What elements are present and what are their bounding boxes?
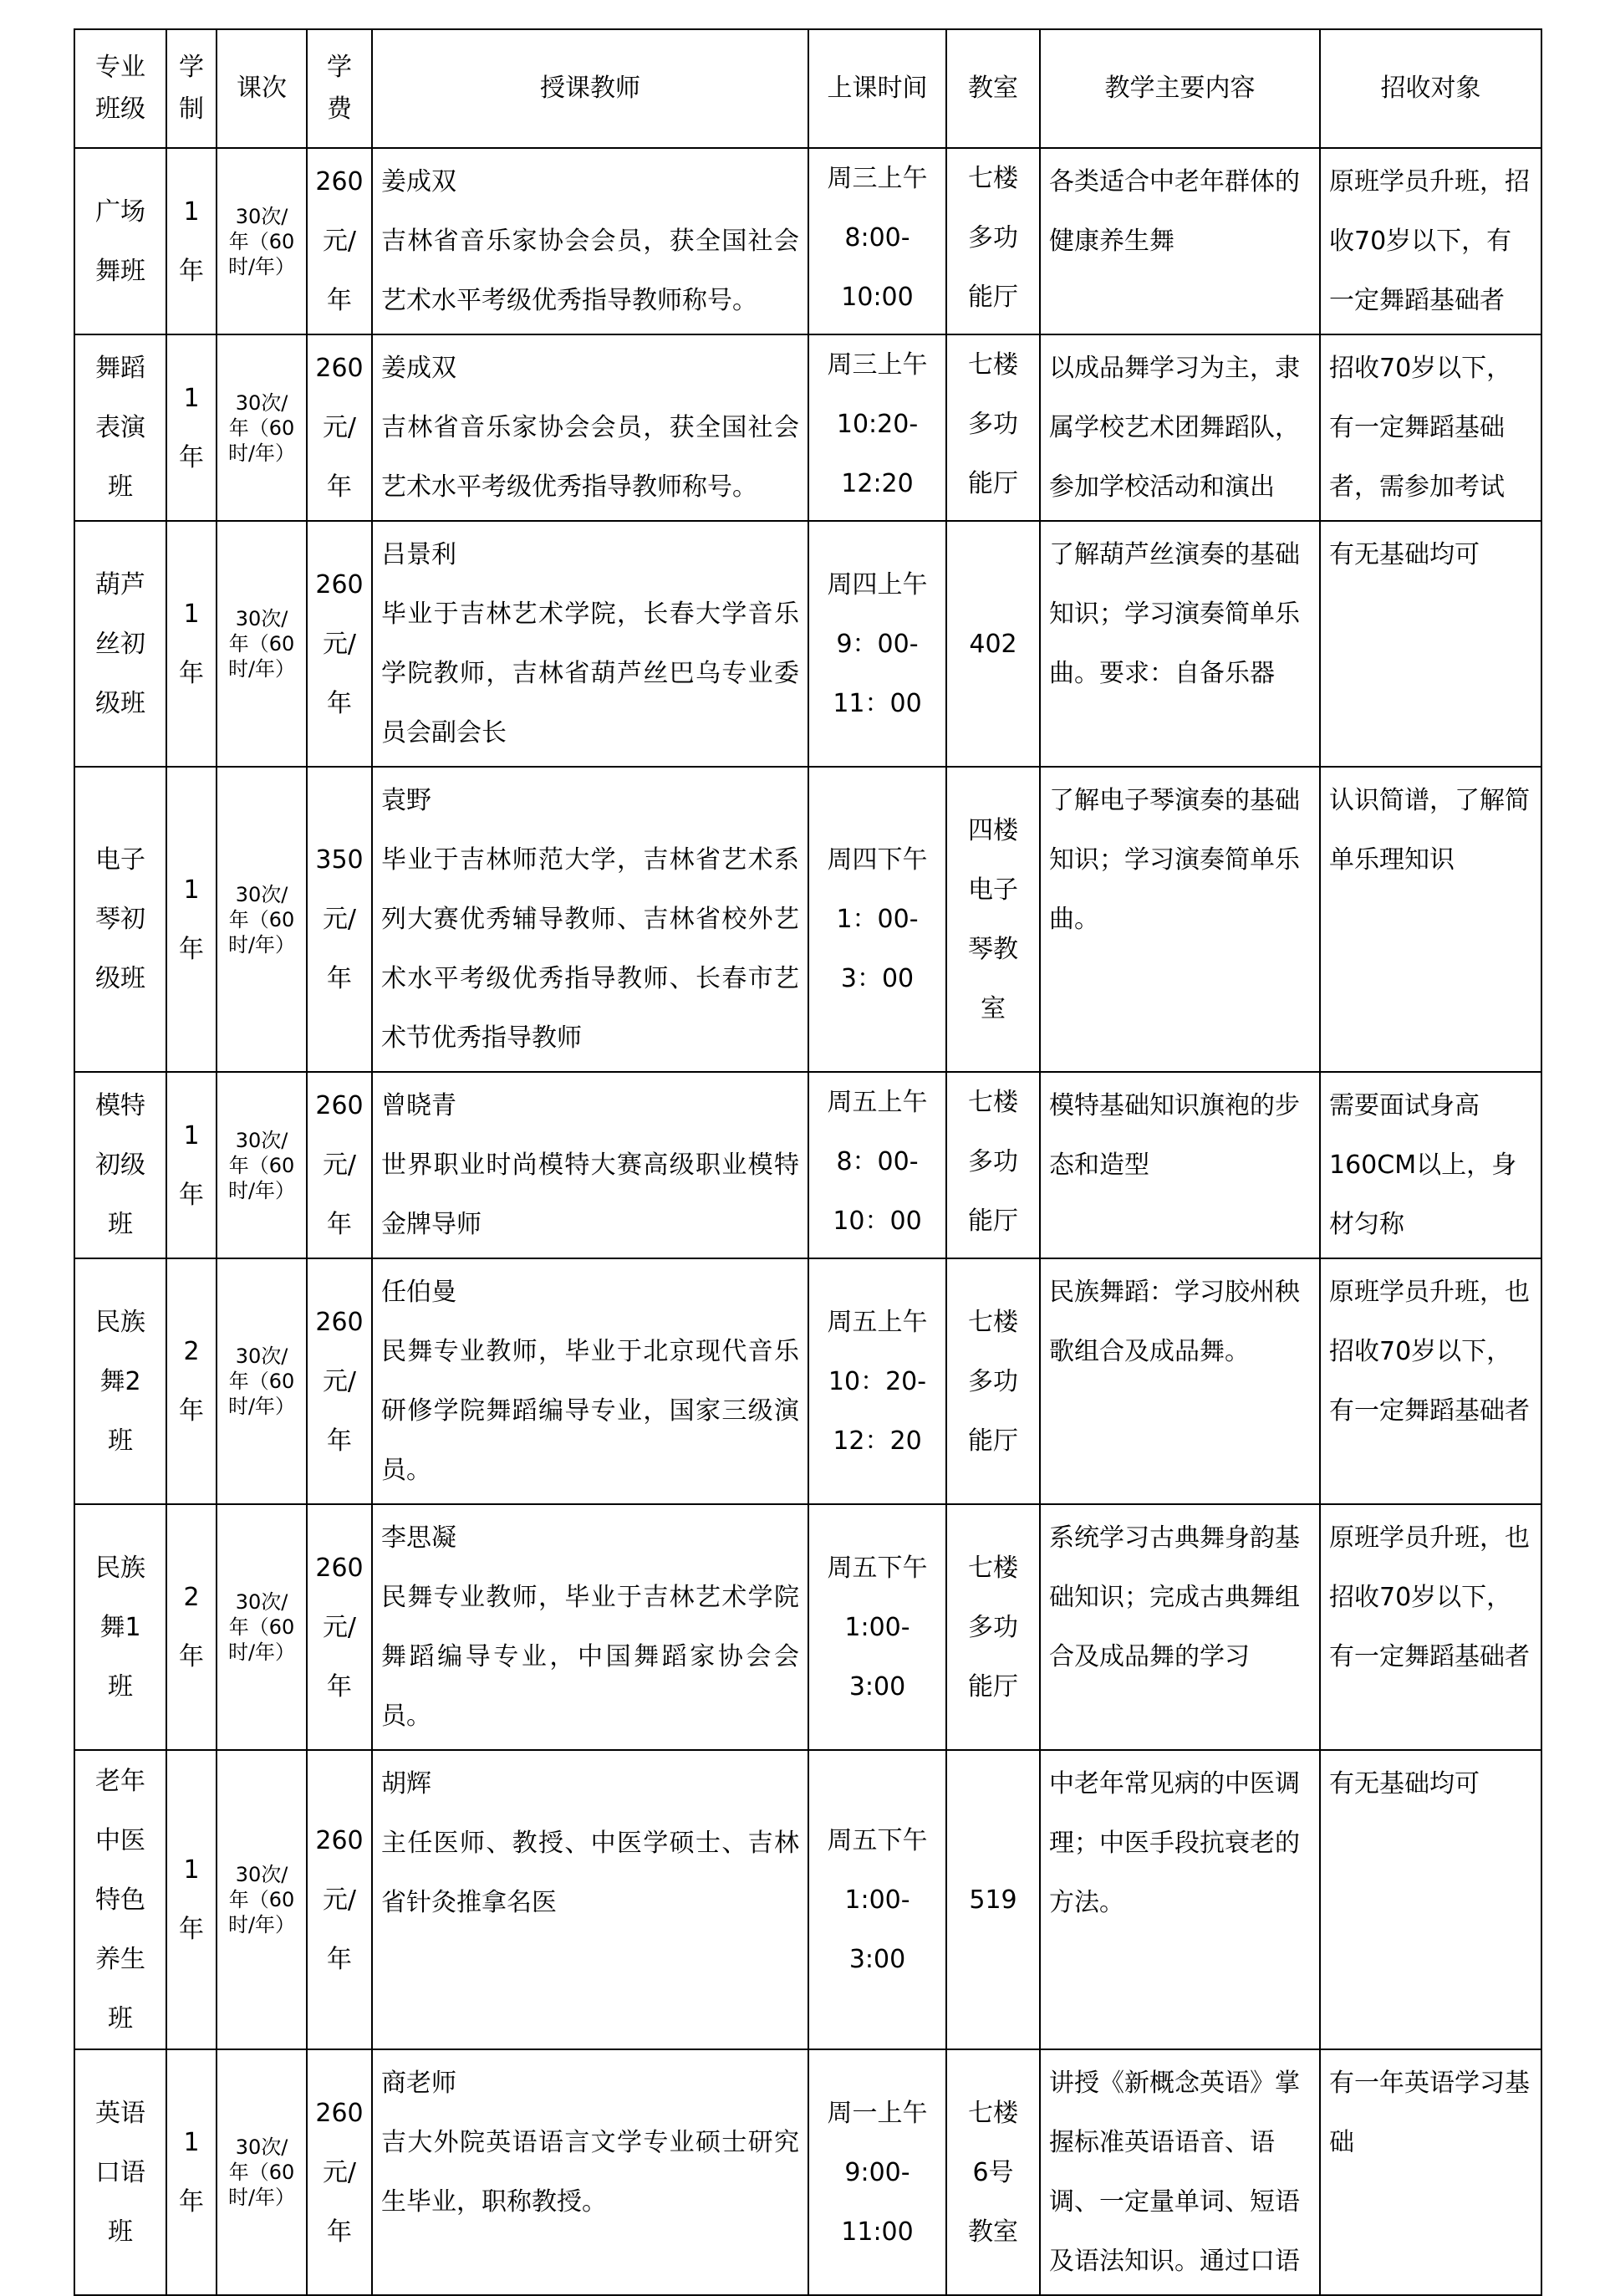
room-cell: 七楼多功能厅 xyxy=(946,334,1040,521)
teacher-cell xyxy=(372,2049,808,2295)
content-cell: 各类适合中老年群体的健康养生舞 xyxy=(1040,148,1320,334)
teacher-bio: 吉林省音乐家协会会员，获全国社会艺术水平考级优秀指导教师称号。 xyxy=(381,227,799,315)
content-cell: 民族舞蹈：学习胶州秧歌组合及成品舞。 xyxy=(1040,1258,1320,1504)
teacher-bio: 世界职业时尚模特大赛高级职业模特金牌导师 xyxy=(381,1151,799,1239)
teacher-name: 曾晓青 xyxy=(381,1091,456,1120)
time-cell: 周五上午8：00-10：00 xyxy=(808,1072,946,1258)
duration-cell: 1年 xyxy=(166,767,217,1072)
duration-cell: 1年 xyxy=(166,148,217,334)
teacher-name: 李思凝 xyxy=(381,1523,456,1553)
teacher-name: 姜成双 xyxy=(381,354,456,383)
target-cell: 招收70岁以下，有一定舞蹈基础者，需参加考试 xyxy=(1320,334,1541,521)
header-content: 教学主要内容 xyxy=(1040,29,1320,148)
table-row xyxy=(74,521,1541,767)
target-cell: 有无基础均可 xyxy=(1320,521,1541,767)
duration-cell: 1年 xyxy=(166,334,217,521)
target-cell: 原班学员升班，招收70岁以下，有一定舞蹈基础者 xyxy=(1320,148,1541,334)
class-cell: 民族舞1班 xyxy=(74,1504,166,1750)
content-cell: 模特基础知识旗袍的步态和造型 xyxy=(1040,1072,1320,1258)
header-room: 教室 xyxy=(946,29,1040,148)
sessions-cell: 30次/年（60时/年） xyxy=(217,1750,307,2049)
table-row xyxy=(74,334,1541,521)
fee-cell: 260元/年 xyxy=(307,1258,372,1504)
table-row xyxy=(74,1750,1541,2049)
teacher-name: 商老师 xyxy=(381,2069,456,2098)
teacher-name: 任伯曼 xyxy=(381,1278,456,1307)
teacher-bio: 吉林省音乐家协会会员，获全国社会艺术水平考级优秀指导教师称号。 xyxy=(381,413,799,502)
table-row xyxy=(74,1072,1541,1258)
room-cell: 七楼多功能厅 xyxy=(946,148,1040,334)
header-sessions: 课次 xyxy=(217,29,307,148)
teacher-bio: 吉大外院英语语言文学专业硕士研究生毕业，职称教授。 xyxy=(381,2128,799,2217)
teacher-cell xyxy=(372,1750,808,2049)
teacher-cell xyxy=(372,1072,808,1258)
room-cell: 七楼6号教室 xyxy=(946,2049,1040,2295)
sessions-cell: 30次/年（60时/年） xyxy=(217,148,307,334)
fee-cell: 260元/年 xyxy=(307,2049,372,2295)
time-cell: 周一上午9:00-11:00 xyxy=(808,2049,946,2295)
target-cell: 有无基础均可 xyxy=(1320,1750,1541,2049)
class-cell: 电子琴初级班 xyxy=(74,767,166,1072)
fee-cell: 260元/年 xyxy=(307,1504,372,1750)
teacher-cell xyxy=(372,767,808,1072)
time-cell: 周三上午8:00-10:00 xyxy=(808,148,946,334)
time-cell: 周五下午1:00-3:00 xyxy=(808,1504,946,1750)
class-cell: 模特初级班 xyxy=(74,1072,166,1258)
sessions-cell: 30次/年（60时/年） xyxy=(217,2049,307,2295)
teacher-name: 袁野 xyxy=(381,786,431,815)
header-fee: 学费 xyxy=(307,29,372,148)
room-cell: 七楼多功能厅 xyxy=(946,1072,1040,1258)
table-row xyxy=(74,1504,1541,1750)
teacher-cell xyxy=(372,148,808,334)
content-cell: 中老年常见病的中医调理；中医手段抗衰老的方法。 xyxy=(1040,1750,1320,2049)
duration-cell: 2年 xyxy=(166,1258,217,1504)
time-cell: 周五上午10：20-12：20 xyxy=(808,1258,946,1504)
class-cell: 葫芦丝初级班 xyxy=(74,521,166,767)
duration-cell: 1年 xyxy=(166,2049,217,2295)
duration-cell: 1年 xyxy=(166,521,217,767)
header-time: 上课时间 xyxy=(808,29,946,148)
target-cell: 有一年英语学习基础 xyxy=(1320,2049,1541,2295)
teacher-bio: 民舞专业教师，毕业于吉林艺术学院舞蹈编导专业，中国舞蹈家协会会员。 xyxy=(381,1583,799,1731)
teacher-bio: 民舞专业教师，毕业于北京现代音乐研修学院舞蹈编导专业，国家三级演员。 xyxy=(381,1337,799,1485)
content-cell: 了解电子琴演奏的基础知识；学习演奏简单乐曲。 xyxy=(1040,767,1320,1072)
time-cell: 周四上午9：00-11：00 xyxy=(808,521,946,767)
target-cell: 需要面试身高160CM以上，身材匀称 xyxy=(1320,1072,1541,1258)
fee-cell: 260元/年 xyxy=(307,334,372,521)
class-cell: 广场舞班 xyxy=(74,148,166,334)
sessions-cell: 30次/年（60时/年） xyxy=(217,521,307,767)
room-cell: 七楼多功能厅 xyxy=(946,1258,1040,1504)
target-cell: 原班学员升班，也招收70岁以下，有一定舞蹈基础者 xyxy=(1320,1258,1541,1504)
time-cell: 周五下午1:00-3:00 xyxy=(808,1750,946,2049)
target-cell: 认识简谱，了解简单乐理知识 xyxy=(1320,767,1541,1072)
table-row xyxy=(74,2049,1541,2295)
teacher-bio: 主任医师、教授、中医学硕士、吉林省针灸推拿名医 xyxy=(381,1829,799,1917)
duration-cell: 1年 xyxy=(166,1750,217,2049)
table-row xyxy=(74,148,1541,334)
teacher-name: 姜成双 xyxy=(381,167,456,196)
room-cell: 四楼电子琴教室 xyxy=(946,767,1040,1072)
class-cell: 民族舞2班 xyxy=(74,1258,166,1504)
teacher-cell xyxy=(372,334,808,521)
content-cell: 了解葫芦丝演奏的基础知识；学习演奏简单乐曲。要求：自备乐器 xyxy=(1040,521,1320,767)
table-row xyxy=(74,1258,1541,1504)
teacher-name: 吕景利 xyxy=(381,540,456,569)
class-cell: 老年中医特色养生班 xyxy=(74,1750,166,2049)
header-target: 招收对象 xyxy=(1320,29,1541,148)
teacher-cell xyxy=(372,1504,808,1750)
sessions-cell: 30次/年（60时/年） xyxy=(217,1072,307,1258)
teacher-bio: 毕业于吉林师范大学，吉林省艺术系列大赛优秀辅导教师、吉林省校外艺术水平考级优秀指导教师、长春市艺术节优秀指导教师 xyxy=(381,845,799,1053)
class-cell: 舞蹈表演班 xyxy=(74,334,166,521)
fee-cell: 260元/年 xyxy=(307,521,372,767)
fee-cell: 260元/年 xyxy=(307,148,372,334)
sessions-cell: 30次/年（60时/年） xyxy=(217,1258,307,1504)
time-cell: 周三上午10:20-12:20 xyxy=(808,334,946,521)
fee-cell: 260元/年 xyxy=(307,1750,372,2049)
header-class: 专业班级 xyxy=(74,29,166,148)
class-cell: 英语口语班 xyxy=(74,2049,166,2295)
teacher-cell xyxy=(372,521,808,767)
table-row xyxy=(74,767,1541,1072)
room-cell: 519 xyxy=(946,1750,1040,2049)
header-teacher: 授课教师 xyxy=(372,29,808,148)
time-cell: 周四下午1：00-3：00 xyxy=(808,767,946,1072)
course-schedule-table xyxy=(74,28,1542,2296)
content-cell: 系统学习古典舞身韵基础知识；完成古典舞组合及成品舞的学习 xyxy=(1040,1504,1320,1750)
content-cell: 讲授《新概念英语》掌握标准英语语音、语调、一定量单词、短语及语法知识。通过口语 xyxy=(1040,2049,1320,2295)
teacher-cell xyxy=(372,1258,808,1504)
header-row xyxy=(74,29,1541,148)
target-cell: 原班学员升班，也招收70岁以下，有一定舞蹈基础者 xyxy=(1320,1504,1541,1750)
fee-cell: 260元/年 xyxy=(307,1072,372,1258)
header-duration: 学制 xyxy=(166,29,217,148)
sessions-cell: 30次/年（60时/年） xyxy=(217,334,307,521)
duration-cell: 1年 xyxy=(166,1072,217,1258)
sessions-cell: 30次/年（60时/年） xyxy=(217,767,307,1072)
room-cell: 402 xyxy=(946,521,1040,767)
teacher-name: 胡辉 xyxy=(381,1769,431,1799)
room-cell: 七楼多功能厅 xyxy=(946,1504,1040,1750)
sessions-cell: 30次/年（60时/年） xyxy=(217,1504,307,1750)
fee-cell: 350元/年 xyxy=(307,767,372,1072)
content-cell: 以成品舞学习为主，隶属学校艺术团舞蹈队，参加学校活动和演出 xyxy=(1040,334,1320,521)
duration-cell: 2年 xyxy=(166,1504,217,1750)
teacher-bio: 毕业于吉林艺术学院，长春大学音乐学院教师，吉林省葫芦丝巴乌专业委员会副会长 xyxy=(381,600,799,747)
